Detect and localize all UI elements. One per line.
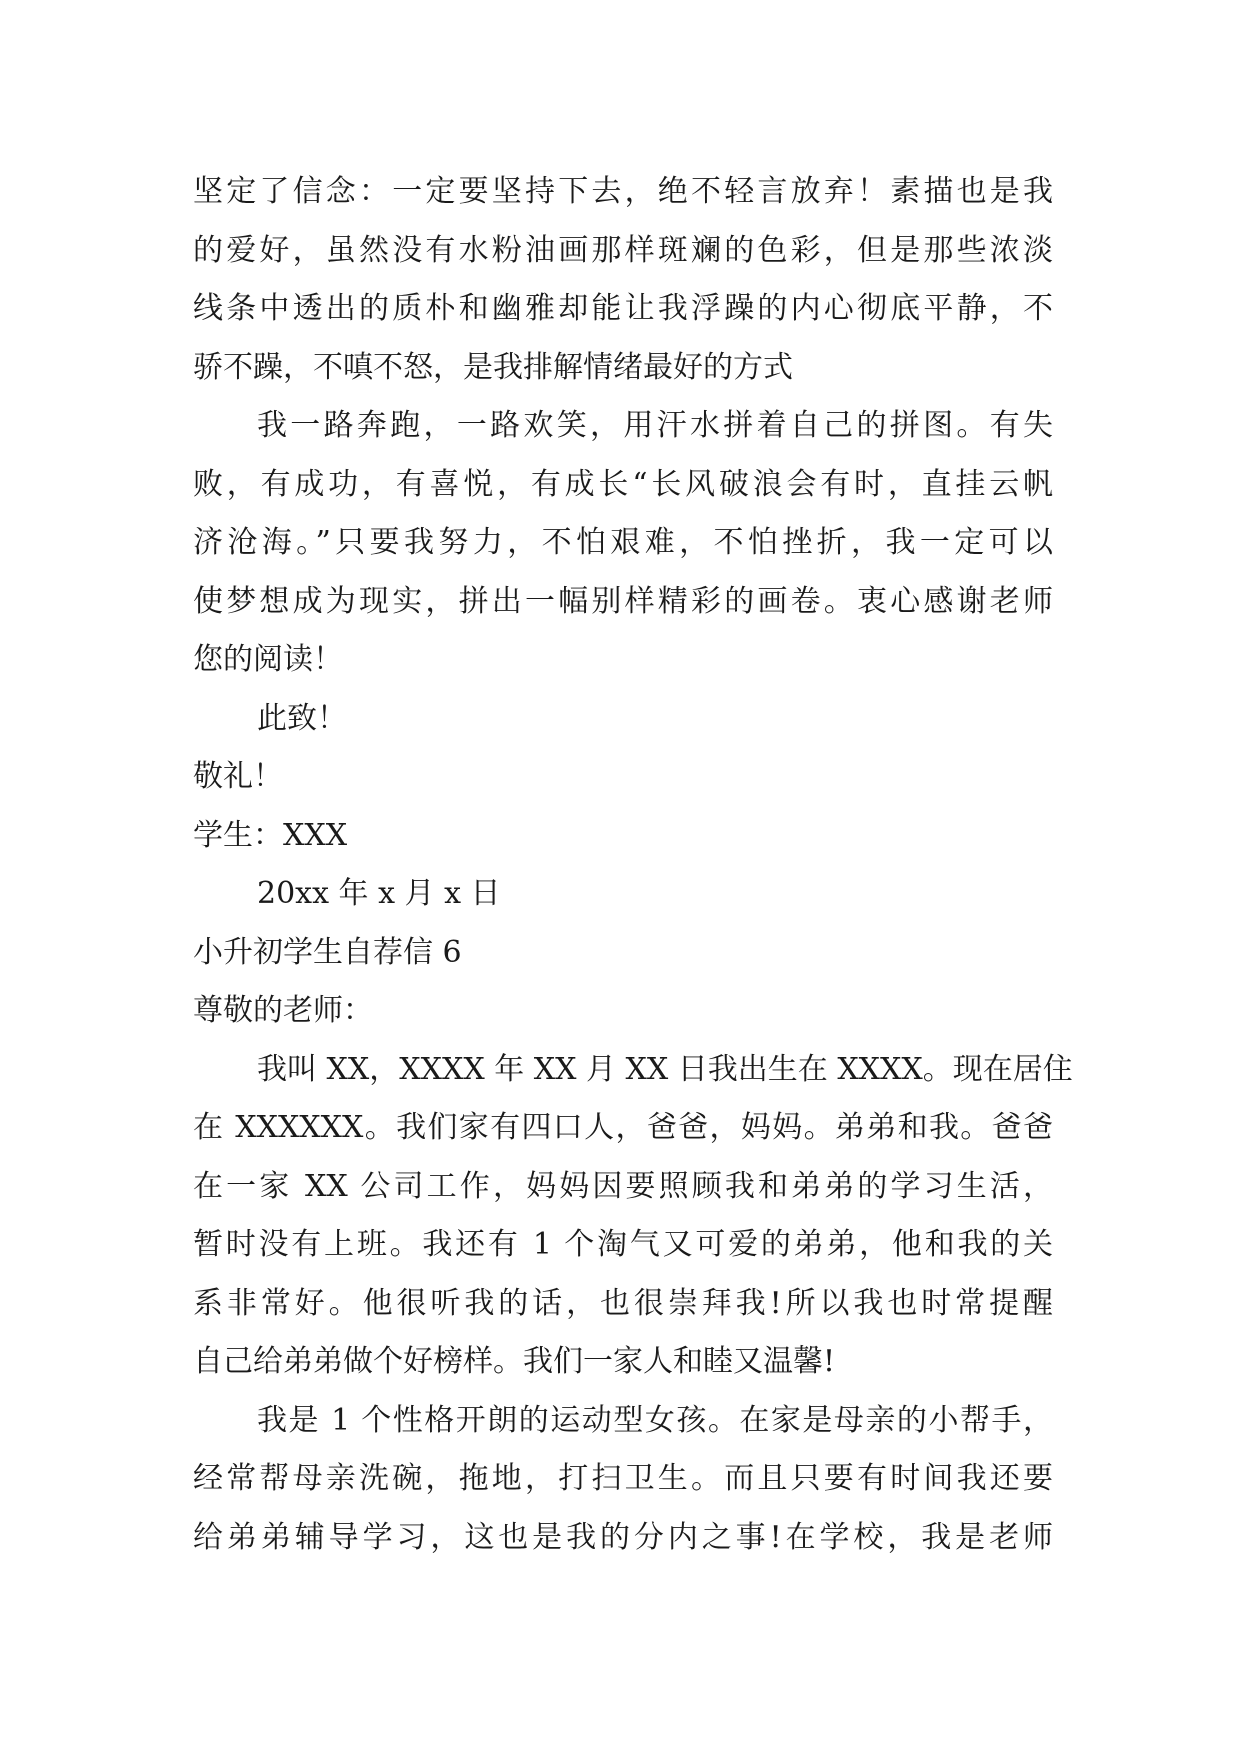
letter-body (193, 163, 1073, 1567)
text-line: 经常帮母亲洗碗，拖地，打扫卫生。而且只要有时间我还要 (193, 1461, 1053, 1496)
text-line: 暂时没有上班。我还有 1 个淘气又可爱的弟弟，他和我的关 (193, 1227, 1053, 1262)
text-line: 给弟弟辅导学习，这也是我的分内之事!在学校，我是老师 (193, 1519, 1053, 1555)
text-line: 骄不躁，不嗔不怒，是我排解情绪最好的方式 (193, 349, 793, 385)
text-line: 您的阅读！ (193, 642, 343, 677)
text-line: 自己给弟弟做个好榜样。我们一家人和睦又温馨! (193, 1344, 836, 1379)
greeting: 尊敬的老师： (193, 993, 373, 1028)
signature-date: 20xx 年 x 月 x 日 (257, 876, 501, 911)
section-heading: 小升初学生自荐信 6 (193, 934, 462, 970)
text-line: 系非常好。他很听我的话，也很崇拜我!所以我也时常提醒 (193, 1285, 1053, 1321)
signature-student: 学生：XXX (193, 817, 348, 853)
text-line: 使梦想成为现实，拼出一幅别样精彩的画卷。衷心感谢老师 (193, 583, 1053, 619)
closing-respect: 敬礼！ (193, 759, 283, 794)
text-line: 在一家 XX 公司工作，妈妈因要照顾我和弟弟的学习生活， (193, 1168, 1053, 1204)
text-line: 我叫 XX，XXXX 年 XX 月 XX 日我出生在 XXXX。现在居住 (257, 1051, 1073, 1087)
text-line: 我是 1 个性格开朗的运动型女孩。在家是母亲的小帮手， (257, 1402, 1053, 1438)
text-line: 败，有成功，有喜悦，有成长“长风破浪会有时，直挂云帆 (193, 466, 1053, 502)
text-line: 的爱好，虽然没有水粉油画那样斑斓的色彩，但是那些浓淡 (193, 232, 1053, 268)
text-line: 我一路奔跑，一路欢笑，用汗水拼着自己的拼图。有失 (257, 408, 1053, 443)
text-line: 线条中透出的质朴和幽雅却能让我浮躁的内心彻底平静，不 (193, 291, 1053, 326)
text-line: 坚定了信念：一定要坚持下去，绝不轻言放弃！素描也是我 (193, 174, 1053, 209)
text-line: 在 XXXXXX。我们家有四口人，爸爸，妈妈。弟弟和我。爸爸 (193, 1110, 1053, 1145)
text-line: 济沧海。”只要我努力，不怕艰难，不怕挫折，我一定可以 (193, 525, 1053, 560)
closing-salutation: 此致！ (257, 700, 347, 736)
